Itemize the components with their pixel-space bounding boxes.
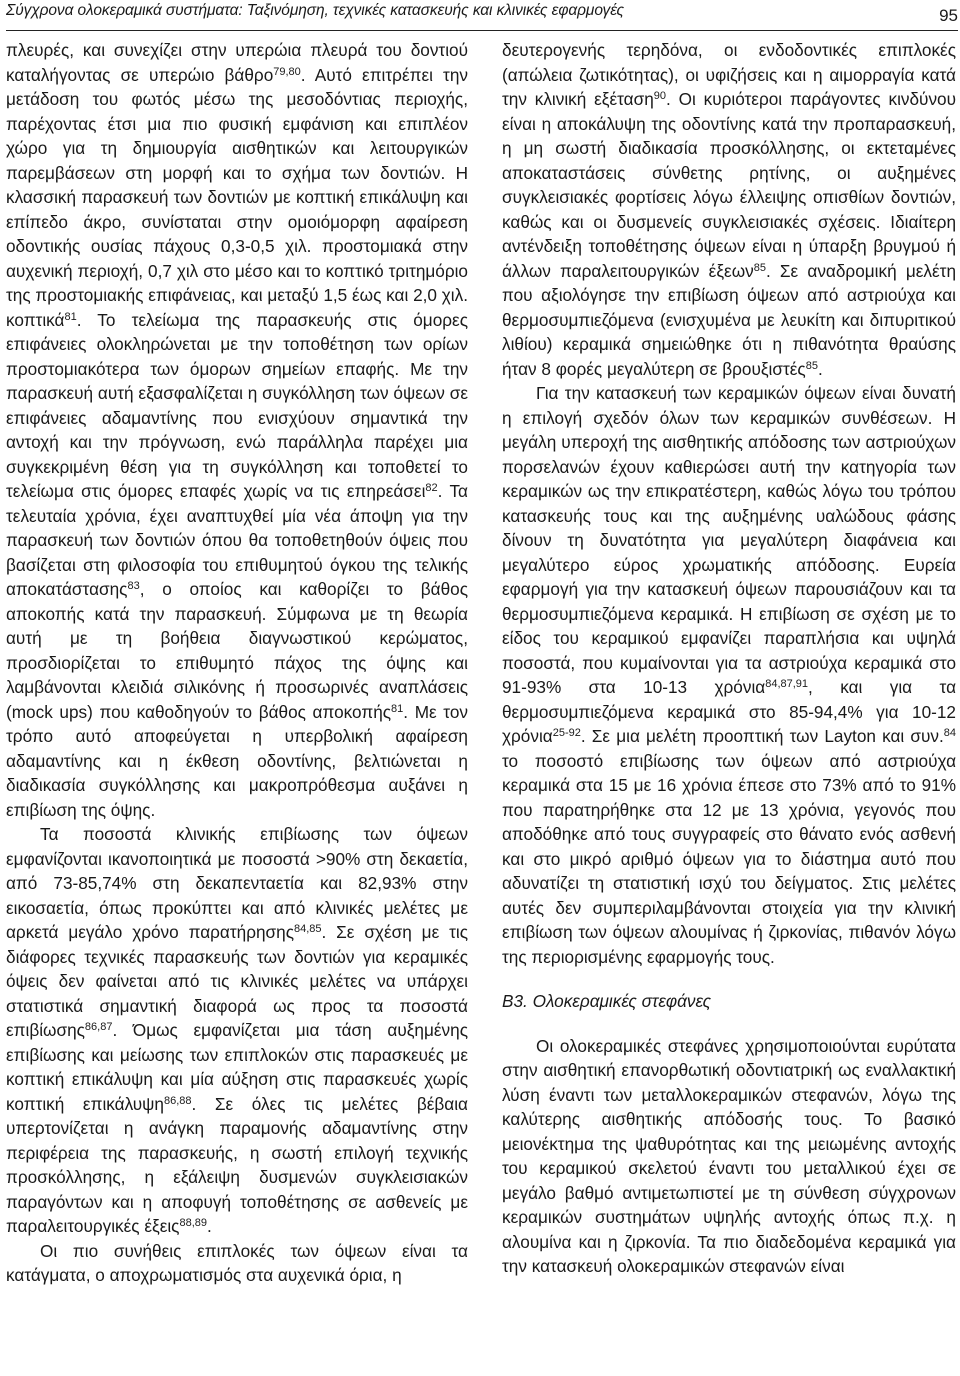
right-paragraph-1: δευτερογενής τερηδόνα, οι ενδοδοντικές επιπλοκές (απώλεια ζωτικότητας), οι υφιζήσεις και η αιμορραγία κατά την κλινική εξέταση$^{90}$. Οι κυριότεροι παράγοντες κινδύνου είναι η αποκάλυψη της οδοντίνης κατά την προπαρασκευή, η μη σωστή διαδικασία προσκόλλησης, οι εκτεταμένες αποκαταστάσεις σύνθετης ρητίνης, οι αυξημένες συγκλεισιακές φορτίσεις λόγω έλλειψης οπισθίων δοντιών, καθώς και οι δυσμενείς συγκλεισιακές σχέσεις. Ιδιαίτερη αντένδειξη τοποθέτησης όψεων είναι η ύπαρξη βρυγμού ή άλλων παραλειτουργικών έξεων$^{85}$. Σε αναδρομική μελέτη που αξιολόγησε την επιβίωση όψεων από αστριούχα και θερμοσυμπιεζόμενα (ενισχυμένα με λευκίτη και διπυριτικού λιθίου) κεραμικά σημειώθηκε ότι η πιθανότητα θραύσης ήταν 8 φορές μεγαλύτερη σε βρουξιστές$^{85}$. xyxy=(502,40,956,379)
left-paragraph-3: Οι πιο συνήθεις επιπλοκές των όψεων είναι τα κατάγματα, ο αποχρωματισμός στα αυχενικά όρια, η xyxy=(6,1240,468,1285)
citation: 88,89 xyxy=(179,1217,208,1229)
citation: 84,87,91 xyxy=(765,678,809,690)
citation: 85 xyxy=(753,261,766,274)
citation: 82 xyxy=(425,482,438,494)
citation: 83 xyxy=(127,580,140,592)
section-heading: Β3. Ολοκεραμικές στεφάνες xyxy=(502,991,711,1011)
citation: 85 xyxy=(805,359,818,372)
citation: 79,80 xyxy=(273,65,301,78)
citation: 86,87 xyxy=(84,1021,113,1033)
right-column xyxy=(502,38,956,1279)
citation: 81 xyxy=(64,310,77,323)
running-title: Σύγχρονα ολοκεραμικά συστήματα: Ταξινόμηση, τεχνικές κατασκευής και κλινικές εφαρμογές xyxy=(6,2,624,19)
left-column xyxy=(6,38,468,1288)
running-header xyxy=(6,0,958,31)
page-number: 95 xyxy=(939,6,958,25)
citation: 84 xyxy=(943,727,956,739)
left-paragraph-2: Τα ποσοστά κλινικής επιβίωσης των όψεων εμφανίζονται ικανοποιητικά με ποσοστά >90% στη δεκαετία, από 73-85,74% στη δεκαπενταετία και 82,93% στην εικοσαετία, όπως προκύπτει και από κλινικές μελέτες με αρκετά μεγάλο χρόνο παρατήρησης$^{84,85}$. Σε σχέση με τις διάφορες τεχνικές παρασκευής των δοντιών για κεραμικές όψεις δεν φαίνεται από τις κλινικές μελέτες να υπάρχει στατιστικά σημαντική διαφορά ως προς τα ποσοστά επιβίωσης$^{86,87}$. Όμως εμφανίζεται μια τάση αυξημένης επιβίωσης και μείωσης των επιπλοκών στις παρασκευές με κοπτική επικάλυψη και μία αύξηση στις παρασκευές χωρίς κοπτική επικάλυψη$^{86,88}$. Σε όλες τις μελέτες βέβαια υπερτονίζεται η ανάγκη παραμονής αδαμαντίνης στην περιφέρεια της παρασκευής, η σωστή επιλογή τεχνικής προσκόλλησης, η εξάλειψη δυσμενών συγκλεισιακών παραγόντων και η αποφυγή τοποθέτησης σε ασθενείς με παραλειτουργικές έξεις$^{88,89}$. xyxy=(6,824,468,1236)
citation: 90 xyxy=(653,90,667,102)
citation: 25-92 xyxy=(552,727,581,739)
right-paragraph-3: Οι ολοκεραμικές στεφάνες χρησιμοποιούνται ευρύτατα στην αισθητική επανορθωτική οδοντιατρική ως εναλλακτική λύση έναντι των μεταλλοκεραμικών στεφανών, λόγω της καλύτερης αισθητικής απόδοσής τους. Το βασικό μειονέκτημα της ψαθυρότητας και της μειωμένης αντοχής του κεραμικού σκελετού έναντι του μεταλλικού έχει σε μεγάλο βαθμό αντιμετωπιστεί με τη σύνθεση σύγχρονων κεραμικών συστημάτων υψηλής αντοχής όπως π.χ. η αλουμίνα και η ζιρκονία. Τα πιο διαδεδομένα κεραμικά για την κατασκευή ολοκεραμικών στεφανών είναι xyxy=(502,1035,956,1276)
citation: 86,88 xyxy=(163,1094,192,1107)
citation: 84,85 xyxy=(293,923,322,935)
left-paragraph-1: πλευρές, και συνεχίζει στην υπερώια πλευρά του δοντιού καταλήγοντας σε υπερώιο βάθρο$^{79,80}$. Αυτό επιτρέπει την μετάδοση του φωτός μέσω της μεσοδόντιας περιοχής, παρέχοντας έτσι μια πιο φυσική εμφάνιση και επιπλέον χώρο για τη δημιουργία αισθητικών και λειτουργικών παρεμβάσεων στη μορφή και το σχήμα των δοντιών. Η κλασσική παρασκευή των δοντιών με κοπτική επικάλυψη και επίπεδο άκρο, συνίσταται στην ομοιόμορφη αφαίρεση οδοντικής ουσίας πάχους 0,3-0,5 χιλ. προστομιακά στην αυχενική περιοχή, 0,7 χιλ στο μέσο και το κοπτικό τριτημόριο της προστομιακής επιφάνειας, και μεταξύ 1,5 έως και 2,0 χιλ. κοπτικά$^{81}$. Το τελείωμα της παρασκευής στις όμορες επιφάνειες ολοκληρώνεται με την τοποθέτηση των ορίων προστομιακότερα των όμορων σημείων επαφής. Με την παρασκευή αυτή εξασφαλίζεται η συγκόλληση των όψεων σε επιφάνειες αδαμαντίνης που ενισχύουν σημαντικά την αντοχή και την πρόγνωση, ενώ παράλληλα παρέχει μια συγκεκριμένη θέση για τη συγκόλληση και τοποθετεί το τελείωμα στις όμορες επαφές χωρίς να τις επηρεάσει$^{82}$. Τα τελευταία χρόνια, έχει αναπτυχθεί μία νέα άποψη για την παρασκευή των δοντιών όπου θα τοποθετηθούν όψεις που βασίζεται στη φιλοσοφία του επιθυμητού όγκου της τελικής αποκατάστασης$^{83}$, ο οποίος και καθορίζει το βάθος αποκοπής κατά την παρασκευή. Σύμφωνα με τη θεωρία αυτή με τη βοήθεια διαγνωστικού κερώματος, προσδιορίζεται το επιθυμητό πάχος της όψης και λαμβάνονται κλειδιά σιλικόνης ή προσωρινές αναπλάσεις (mock ups) που καθοδηγούν το βάθος αποκοπής$^{81}$. Με τον τρόπο αυτό αποφεύγεται η υπερβολική αφαίρεση αδαμαντίνης και η έκθεση οδοντίνης, βελτιώνεται η διαδικασία συγκόλλησης και μακροπρόθεσμα αυξάνει η επιβίωση της όψης. xyxy=(6,40,468,820)
right-paragraph-2: Για την κατασκευή των κεραμικών όψεων είναι δυνατή η επιλογή σχεδόν όλων των κεραμικών συνθέσεων. Η μεγάλη υπεροχή της αισθητικής απόδοσης των αστριούχων πορσελανών έχουν καθιερώσει αυτή την κατηγορία των κεραμικών ως την επικρατέστερη, καθώς λόγω του τρόπου κατασκευής τους και της αυξημένης υαλώδους φάσης δίνουν τη δυνατότητα για μεγαλύτερη διαφάνεια και μεγαλύτερο εύρος χρωματικής απόδοσης. Ευρεία εφαρμογή για την κατασκευή όψεων παρουσιάζουν και τα θερμοσυμπιεζόμενα κεραμικά. Η επιβίωση σε σχέση με το είδος του κεραμικού εμφανίζει παραπλήσια και υψηλά ποσοστά, που κυμαίνονται για τα αστριούχα κεραμικά στο 91-93% στα 10-13 χρόνια$^{84,87,91}$, και για τα θερμοσυμπιεζόμενα κεραμικά στο 85-94,4% για 10-12 χρόνια$^{25-92}$. Σε μια μελέτη προοπτική των Layton και συν.$^{84}$ το ποσοστό επιβίωσης των όψεων από αστριούχα κεραμικά στα 15 με 16 χρόνια έπεσε στο 73% από το 91% που παρατηρήθηκε στα 12 με 13 χρόνια, γεγονός που αποδόθηκε από τους συγγραφείς στο θάνατο ενός ασθενή και στο μικρό αριθμό όψεων για το διάστημα αυτό που αδυνατίζει τη στατιστική ισχύ του δείγματος. Στις μελέτες αυτές δεν συμπεριλαμβάνονται στοιχεία για την κλινική επιβίωση των όψεων αλουμίνας ή ζιρκονίας, πιθανόν λόγω της περιορισμένης εφαρμογής τους. xyxy=(502,383,957,967)
citation: 81 xyxy=(391,702,404,715)
